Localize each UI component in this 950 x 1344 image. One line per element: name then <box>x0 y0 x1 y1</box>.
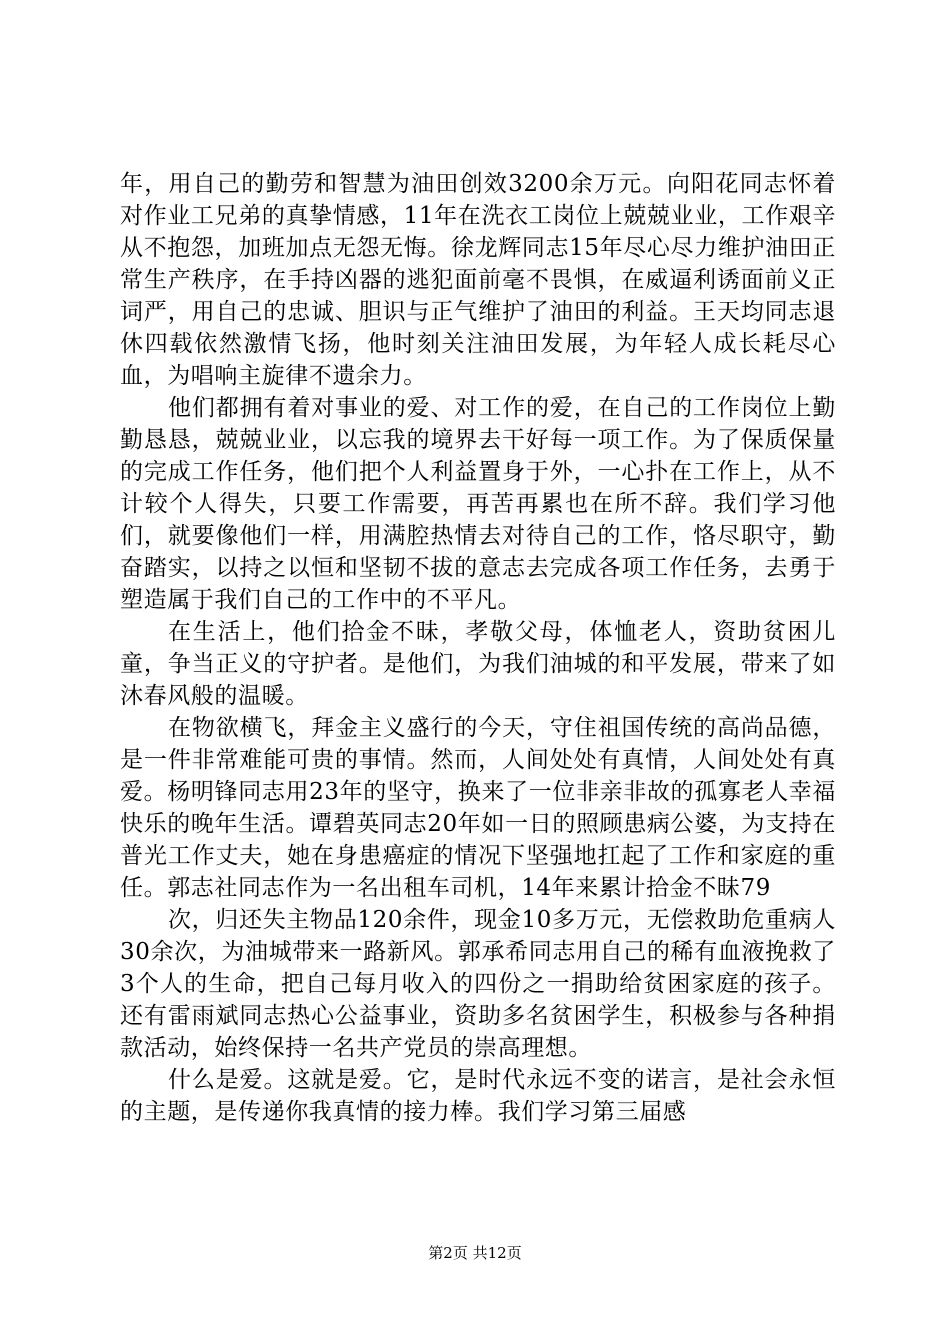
paragraph-1: 年，用自己的勤劳和智慧为油田创效3200余万元。向阳花同志怀着对作业工兄弟的真挚情感，11年在洗衣工岗位上兢兢业业，工作艰辛从不抱怨，加班加点无怨无悔。徐龙辉同志15年尽心尽力维护油田正常生产秩序，在手持凶器的逃犯面前毫不畏惧，在威逼利诱面前义正词严，用自己的忠诚、胆识与正气维护了油田的利益。王天均同志退休四载依然激情飞扬，他时刻关注油田发展，为年轻人成长耗尽心血，为唱响主旋律不遗余力。 <box>120 171 836 389</box>
page-footer: 第2页 共12页 <box>428 1244 522 1262</box>
paragraph-5: 次，归还失主物品120余件，现金10多万元，无偿救助危重病人30余次，为油城带来一路新风。郭承希同志用自己的稀有血液挽救了3个人的生命，把自己每月收入的四份之一捐助给贫困家庭的孩子。还有雷雨斌同志热心公益事业，资助多名贫困学生，积极参与各种捐款活动，始终保持一名共产党员的崇高理想。 <box>120 907 836 1061</box>
paragraph-3: 在生活上，他们拾金不昧，孝敬父母，体恤老人，资助贫困儿童，争当正义的守护者。是他们，为我们油城的和平发展，带来了如沐春风般的温暖。 <box>120 619 836 709</box>
document-body <box>120 168 836 1128</box>
paragraph-2: 他们都拥有着对事业的爱、对工作的爱，在自己的工作岗位上勤勤恳恳，兢兢业业，以忘我的境界去干好每一项工作。为了保质保量的完成工作任务，他们把个人利益置身于外，一心扑在工作上，从不计较个人得失，只要工作需要，再苦再累也在所不辞。我们学习他们，就要像他们一样，用满腔热情去对待自己的工作，恪尽职守，勤奋踏实，以持之以恒和坚韧不拔的意志去完成各项工作任务，去勇于塑造属于我们自己的工作中的不平凡。 <box>120 395 836 613</box>
paragraph-4: 在物欲横飞，拜金主义盛行的今天，守住祖国传统的高尚品德，是一件非常难能可贵的事情。然而，人间处处有真情，人间处处有真爱。杨明锋同志用23年的坚守，换来了一位非亲非故的孤寡老人幸福快乐的晚年生活。谭碧英同志20年如一日的照顾患病公婆，为支持在普光工作丈夫，她在身患癌症的情况下坚强地扛起了工作和家庭的重任。郭志社同志作为一名出租车司机，14年来累计拾金不昧79 <box>120 715 836 901</box>
paragraph-6: 什么是爱。这就是爱。它，是时代永远不变的诺言，是社会永恒的主题，是传递你我真情的接力棒。我们学习第三届感 <box>120 1067 836 1125</box>
